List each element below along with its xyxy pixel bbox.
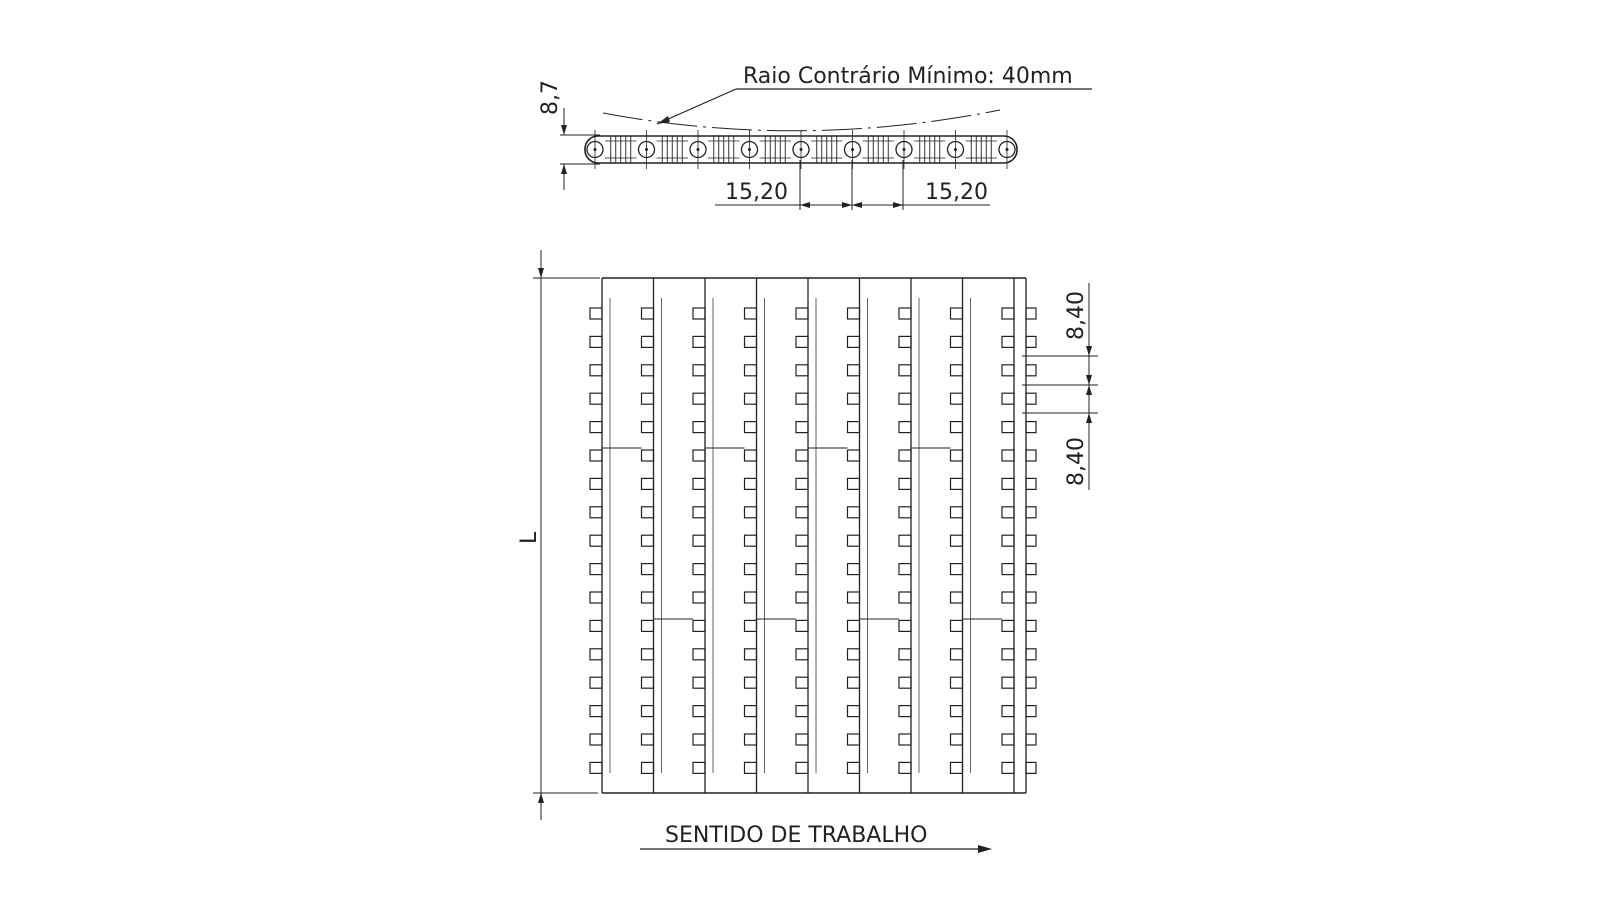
tooth [951, 564, 963, 575]
tooth [951, 592, 963, 603]
tooth [951, 649, 963, 660]
tooth [745, 393, 757, 404]
tooth [590, 762, 602, 773]
tooth [642, 592, 654, 603]
rib-arrow-4 [1086, 413, 1092, 423]
tooth [899, 706, 911, 717]
tooth [899, 620, 911, 631]
height-arrow-top [561, 125, 567, 135]
tooth [590, 592, 602, 603]
rib-arrow-1 [1086, 346, 1092, 356]
tooth [745, 734, 757, 745]
rib-arrow-3 [1086, 385, 1092, 395]
pitch-arrow-3 [852, 202, 862, 208]
tooth [899, 734, 911, 745]
tooth [745, 308, 757, 319]
tooth [796, 762, 808, 773]
tooth [848, 706, 860, 717]
tooth [951, 620, 963, 631]
tooth [796, 649, 808, 660]
edge-tooth [1026, 762, 1036, 773]
pitch-arrow-1 [800, 202, 810, 208]
tooth [899, 677, 911, 688]
tooth [796, 706, 808, 717]
edge-tooth [1026, 365, 1036, 376]
tooth [642, 393, 654, 404]
tooth [899, 393, 911, 404]
tooth [1002, 734, 1014, 745]
tooth [848, 365, 860, 376]
tooth [590, 649, 602, 660]
tooth [642, 422, 654, 433]
tooth [693, 422, 705, 433]
tooth [899, 308, 911, 319]
tooth [1002, 393, 1014, 404]
tooth [951, 422, 963, 433]
tooth [642, 706, 654, 717]
tooth [642, 535, 654, 546]
edge-tooth [1026, 677, 1036, 688]
tooth [796, 336, 808, 347]
tooth [899, 478, 911, 489]
pitch-arrow-2 [842, 202, 852, 208]
tooth [590, 507, 602, 518]
tooth [848, 507, 860, 518]
tooth [951, 507, 963, 518]
tooth [693, 592, 705, 603]
tooth [1002, 308, 1014, 319]
tooth [693, 706, 705, 717]
tooth [590, 564, 602, 575]
tooth [745, 762, 757, 773]
rib-spacing-bottom-text: 8,40 [1064, 437, 1089, 486]
tooth [642, 478, 654, 489]
tooth [590, 450, 602, 461]
tooth [848, 393, 860, 404]
tooth [693, 620, 705, 631]
edge-tooth [1026, 734, 1036, 745]
top-belt-modules [590, 278, 1036, 793]
tooth [796, 592, 808, 603]
tooth [693, 308, 705, 319]
tooth [796, 620, 808, 631]
tooth [899, 507, 911, 518]
rib-spacing-top-text: 8,40 [1064, 291, 1089, 340]
tooth [590, 620, 602, 631]
tooth [590, 734, 602, 745]
tooth [693, 365, 705, 376]
tooth [951, 450, 963, 461]
tooth [951, 706, 963, 717]
tooth [951, 677, 963, 688]
side-belt-profile [585, 130, 1017, 169]
tooth [642, 308, 654, 319]
tooth [848, 308, 860, 319]
tooth [899, 649, 911, 660]
tooth [693, 734, 705, 745]
length-label: L [517, 531, 542, 544]
pitch-left-text: 15,20 [725, 180, 788, 205]
tooth [745, 706, 757, 717]
tooth [745, 422, 757, 433]
edge-tooth [1026, 422, 1036, 433]
edge-tooth [1026, 535, 1036, 546]
tooth [1002, 677, 1014, 688]
tooth [796, 507, 808, 518]
tooth [745, 564, 757, 575]
tooth [642, 365, 654, 376]
tooth [745, 535, 757, 546]
tooth [848, 677, 860, 688]
tooth [796, 677, 808, 688]
tooth [1002, 762, 1014, 773]
tooth [1002, 450, 1014, 461]
tooth [848, 336, 860, 347]
tooth [899, 762, 911, 773]
tooth [642, 762, 654, 773]
tooth [693, 649, 705, 660]
tooth [951, 365, 963, 376]
tooth [796, 365, 808, 376]
tooth [951, 535, 963, 546]
tooth [1002, 507, 1014, 518]
tooth [693, 535, 705, 546]
edge-tooth [1026, 564, 1036, 575]
side-view [538, 64, 1092, 210]
tooth [590, 422, 602, 433]
tooth [848, 734, 860, 745]
tooth [642, 677, 654, 688]
tooth [1002, 706, 1014, 717]
tooth [951, 393, 963, 404]
tooth [848, 478, 860, 489]
edge-tooth [1026, 478, 1036, 489]
tooth [590, 336, 602, 347]
tooth [693, 762, 705, 773]
tooth [642, 649, 654, 660]
tooth [693, 393, 705, 404]
edge-tooth [1026, 620, 1036, 631]
tooth [693, 336, 705, 347]
tooth [951, 762, 963, 773]
tooth [1002, 478, 1014, 489]
tooth [642, 336, 654, 347]
tooth [1002, 422, 1014, 433]
tooth [796, 535, 808, 546]
tooth [590, 365, 602, 376]
tooth [899, 564, 911, 575]
tooth [899, 450, 911, 461]
tooth [796, 734, 808, 745]
height-arrow-bottom [561, 164, 567, 174]
tooth [745, 450, 757, 461]
radius-label: Raio Contrário Mínimo: 40mm [743, 64, 1073, 89]
tooth [693, 677, 705, 688]
tooth [848, 649, 860, 660]
tooth [848, 422, 860, 433]
tooth [1002, 620, 1014, 631]
tooth [590, 393, 602, 404]
tooth [796, 450, 808, 461]
top-view [517, 250, 1098, 853]
tooth [899, 592, 911, 603]
tooth [693, 507, 705, 518]
edge-tooth [1026, 450, 1036, 461]
tooth [1002, 564, 1014, 575]
tooth [796, 564, 808, 575]
tooth [693, 450, 705, 461]
pitch-arrow-4 [893, 202, 903, 208]
tooth [899, 336, 911, 347]
tooth [642, 507, 654, 518]
tooth [693, 564, 705, 575]
length-arrow-top [538, 268, 544, 278]
edge-tooth [1026, 393, 1036, 404]
tooth [745, 677, 757, 688]
tooth [590, 308, 602, 319]
tooth [1002, 649, 1014, 660]
tooth [745, 592, 757, 603]
tooth [590, 478, 602, 489]
tooth [745, 649, 757, 660]
direction-label: SENTIDO DE TRABALHO [665, 823, 928, 848]
tooth [590, 706, 602, 717]
tooth [642, 620, 654, 631]
tooth [848, 535, 860, 546]
tooth [745, 365, 757, 376]
edge-tooth [1026, 649, 1036, 660]
tooth [848, 762, 860, 773]
tooth [642, 564, 654, 575]
tooth [796, 422, 808, 433]
tooth [1002, 592, 1014, 603]
tooth [1002, 535, 1014, 546]
height-dim-text: 8,7 [538, 80, 563, 115]
tooth [745, 507, 757, 518]
tooth [951, 336, 963, 347]
tooth [642, 450, 654, 461]
tooth [590, 535, 602, 546]
tooth [590, 677, 602, 688]
tooth [1002, 365, 1014, 376]
tooth [796, 478, 808, 489]
tooth [1002, 336, 1014, 347]
tooth [848, 620, 860, 631]
edge-tooth [1026, 336, 1036, 347]
edge-tooth [1026, 507, 1036, 518]
tooth [951, 734, 963, 745]
tooth [642, 734, 654, 745]
tooth [848, 564, 860, 575]
pitch-right-text: 15,20 [925, 180, 988, 205]
tooth [899, 365, 911, 376]
tooth [848, 450, 860, 461]
tooth [951, 478, 963, 489]
tooth [951, 308, 963, 319]
direction-arrow-head [978, 845, 992, 853]
tooth [745, 620, 757, 631]
rib-arrow-2 [1086, 375, 1092, 385]
tooth [796, 393, 808, 404]
tooth [899, 422, 911, 433]
length-arrow-bottom [538, 793, 544, 803]
tooth [693, 478, 705, 489]
edge-tooth [1026, 706, 1036, 717]
tooth [899, 535, 911, 546]
tooth [745, 336, 757, 347]
tooth [796, 308, 808, 319]
tooth [848, 592, 860, 603]
edge-tooth [1026, 592, 1036, 603]
tooth [745, 478, 757, 489]
edge-tooth [1026, 308, 1036, 319]
